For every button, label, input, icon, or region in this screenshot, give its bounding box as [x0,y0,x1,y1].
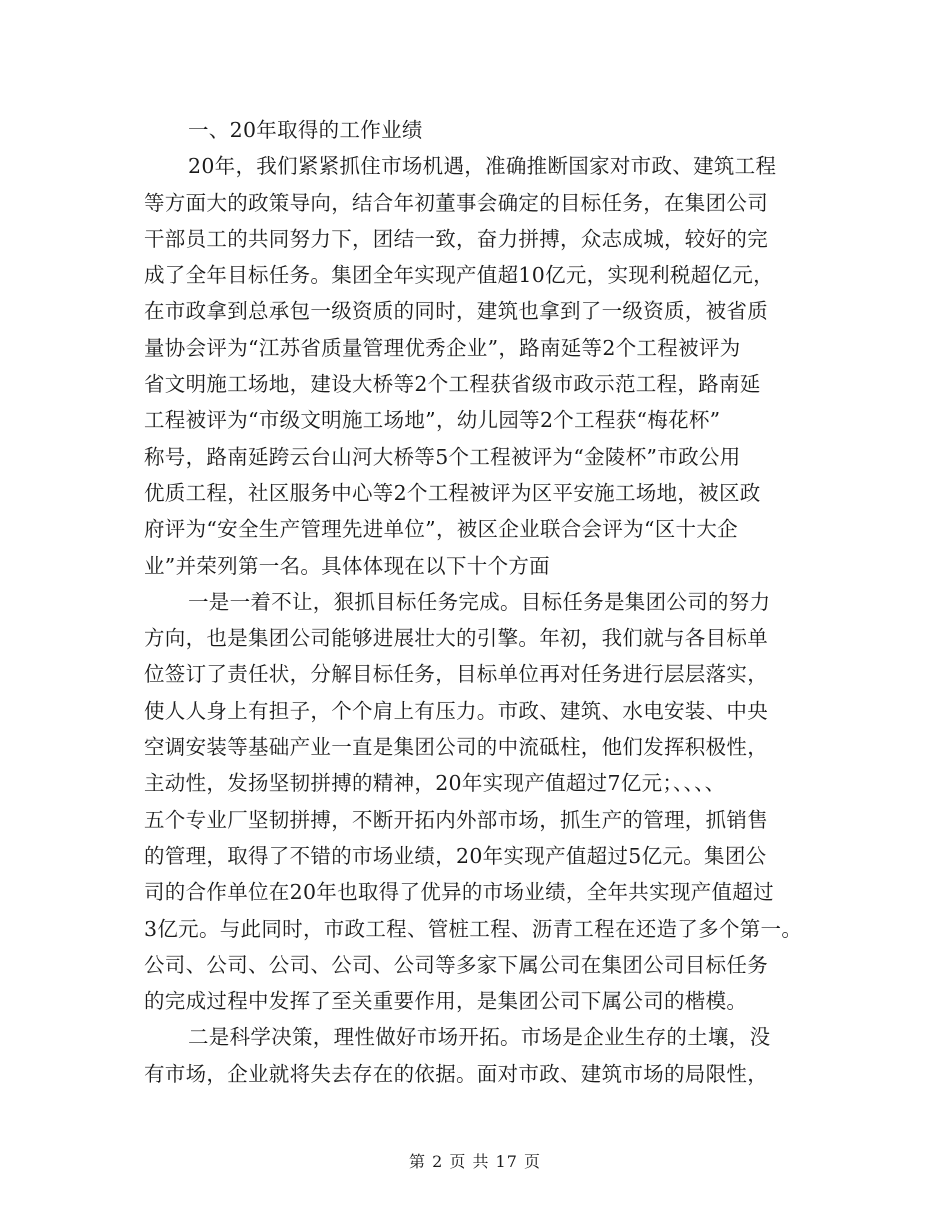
text-line: 使人人身上有担子，个个肩上有压力。市政、建筑、水电安装、中央 [144,698,768,723]
text-line: 称号，路南延跨云台山河大桥等5个工程被评为“金陵杯”市政公用 [144,444,741,469]
text-line: 3亿元。与此同时，市政工程、管桩工程、沥青工程在还造了多个第一。 [144,916,803,941]
text-line: 干部员工的共同努力下，团结一致，奋力拼搏，众志成城，较好的完 [144,226,768,251]
text-line: 司的合作单位在20年也取得了优异的市场业绩，全年共实现产值超过 [144,880,774,905]
text-line: 业”并荣列第一名。具体体现在以下十个方面 [144,553,550,578]
document-body [144,112,824,1092]
text-line: 主动性，发扬坚韧拼搏的精神，20年实现产值超过7亿元；、、、、 [144,771,726,796]
text-line: 空调安装等基础产业一直是集团公司的中流砥柱，他们发挥积极性， [144,735,768,760]
text-line: 方向，也是集团公司能够进展壮大的引擎。年初，我们就与各目标单 [144,626,768,651]
text-line: 一是一着不让，狠抓目标任务完成。目标任务是集团公司的努力 [188,589,771,614]
text-line: 公司、公司、公司、公司、公司等多家下属公司在集团公司目标任务 [144,952,768,977]
page-footer: 第 2 页 共 17 页 [409,1152,541,1171]
text-line: 五个专业厂坚韧拼搏，不断开拓内外部市场，抓生产的管理，抓销售 [144,807,768,832]
text-line: 在市政拿到总承包一级资质的同时，建筑也拿到了一级资质，被省质 [144,299,768,324]
text-line: 省文明施工场地，建设大桥等2个工程获省级市政示范工程，路南延 [144,372,761,397]
text-line: 20年，我们紧紧抓住市场机遇，准确推断国家对市政、建筑工程 [188,154,777,179]
text-line: 一、20年取得的工作业绩 [188,118,423,142]
text-line: 有市场，企业就将失去存在的依据。面对市政、建筑市场的局限性， [144,1061,768,1086]
text-line: 等方面大的政策导向，结合年初董事会确定的目标任务，在集团公司 [144,190,768,215]
text-line: 二是科学决策，理性做好市场开拓。市场是企业生存的土壤，没 [188,1025,771,1050]
text-line: 的完成过程中发挥了至关重要作用，是集团公司下属公司的楷模。 [144,989,748,1014]
text-line: 府评为“安全生产管理先进单位”，被区企业联合会评为“区十大企 [144,517,738,542]
text-line: 的管理，取得了不错的市场业绩，20年实现产值超过5亿元。集团公 [144,843,767,868]
text-line: 成了全年目标任务。集团全年实现产值超10亿元，实现利税超亿元， [144,263,774,288]
text-line: 位签订了责任状，分解目标任务，目标单位再对任务进行层层落实， [144,662,768,687]
text-line: 优质工程，社区服务中心等2个工程被评为区平安施工场地，被区政 [144,480,761,505]
text-line: 量协会评为“江苏省质量管理优秀企业”，路南延等2个工程被评为 [144,335,741,360]
text-line: 工程被评为“市级文明施工场地”，幼儿园等2个工程获“梅花杯” [144,408,721,433]
